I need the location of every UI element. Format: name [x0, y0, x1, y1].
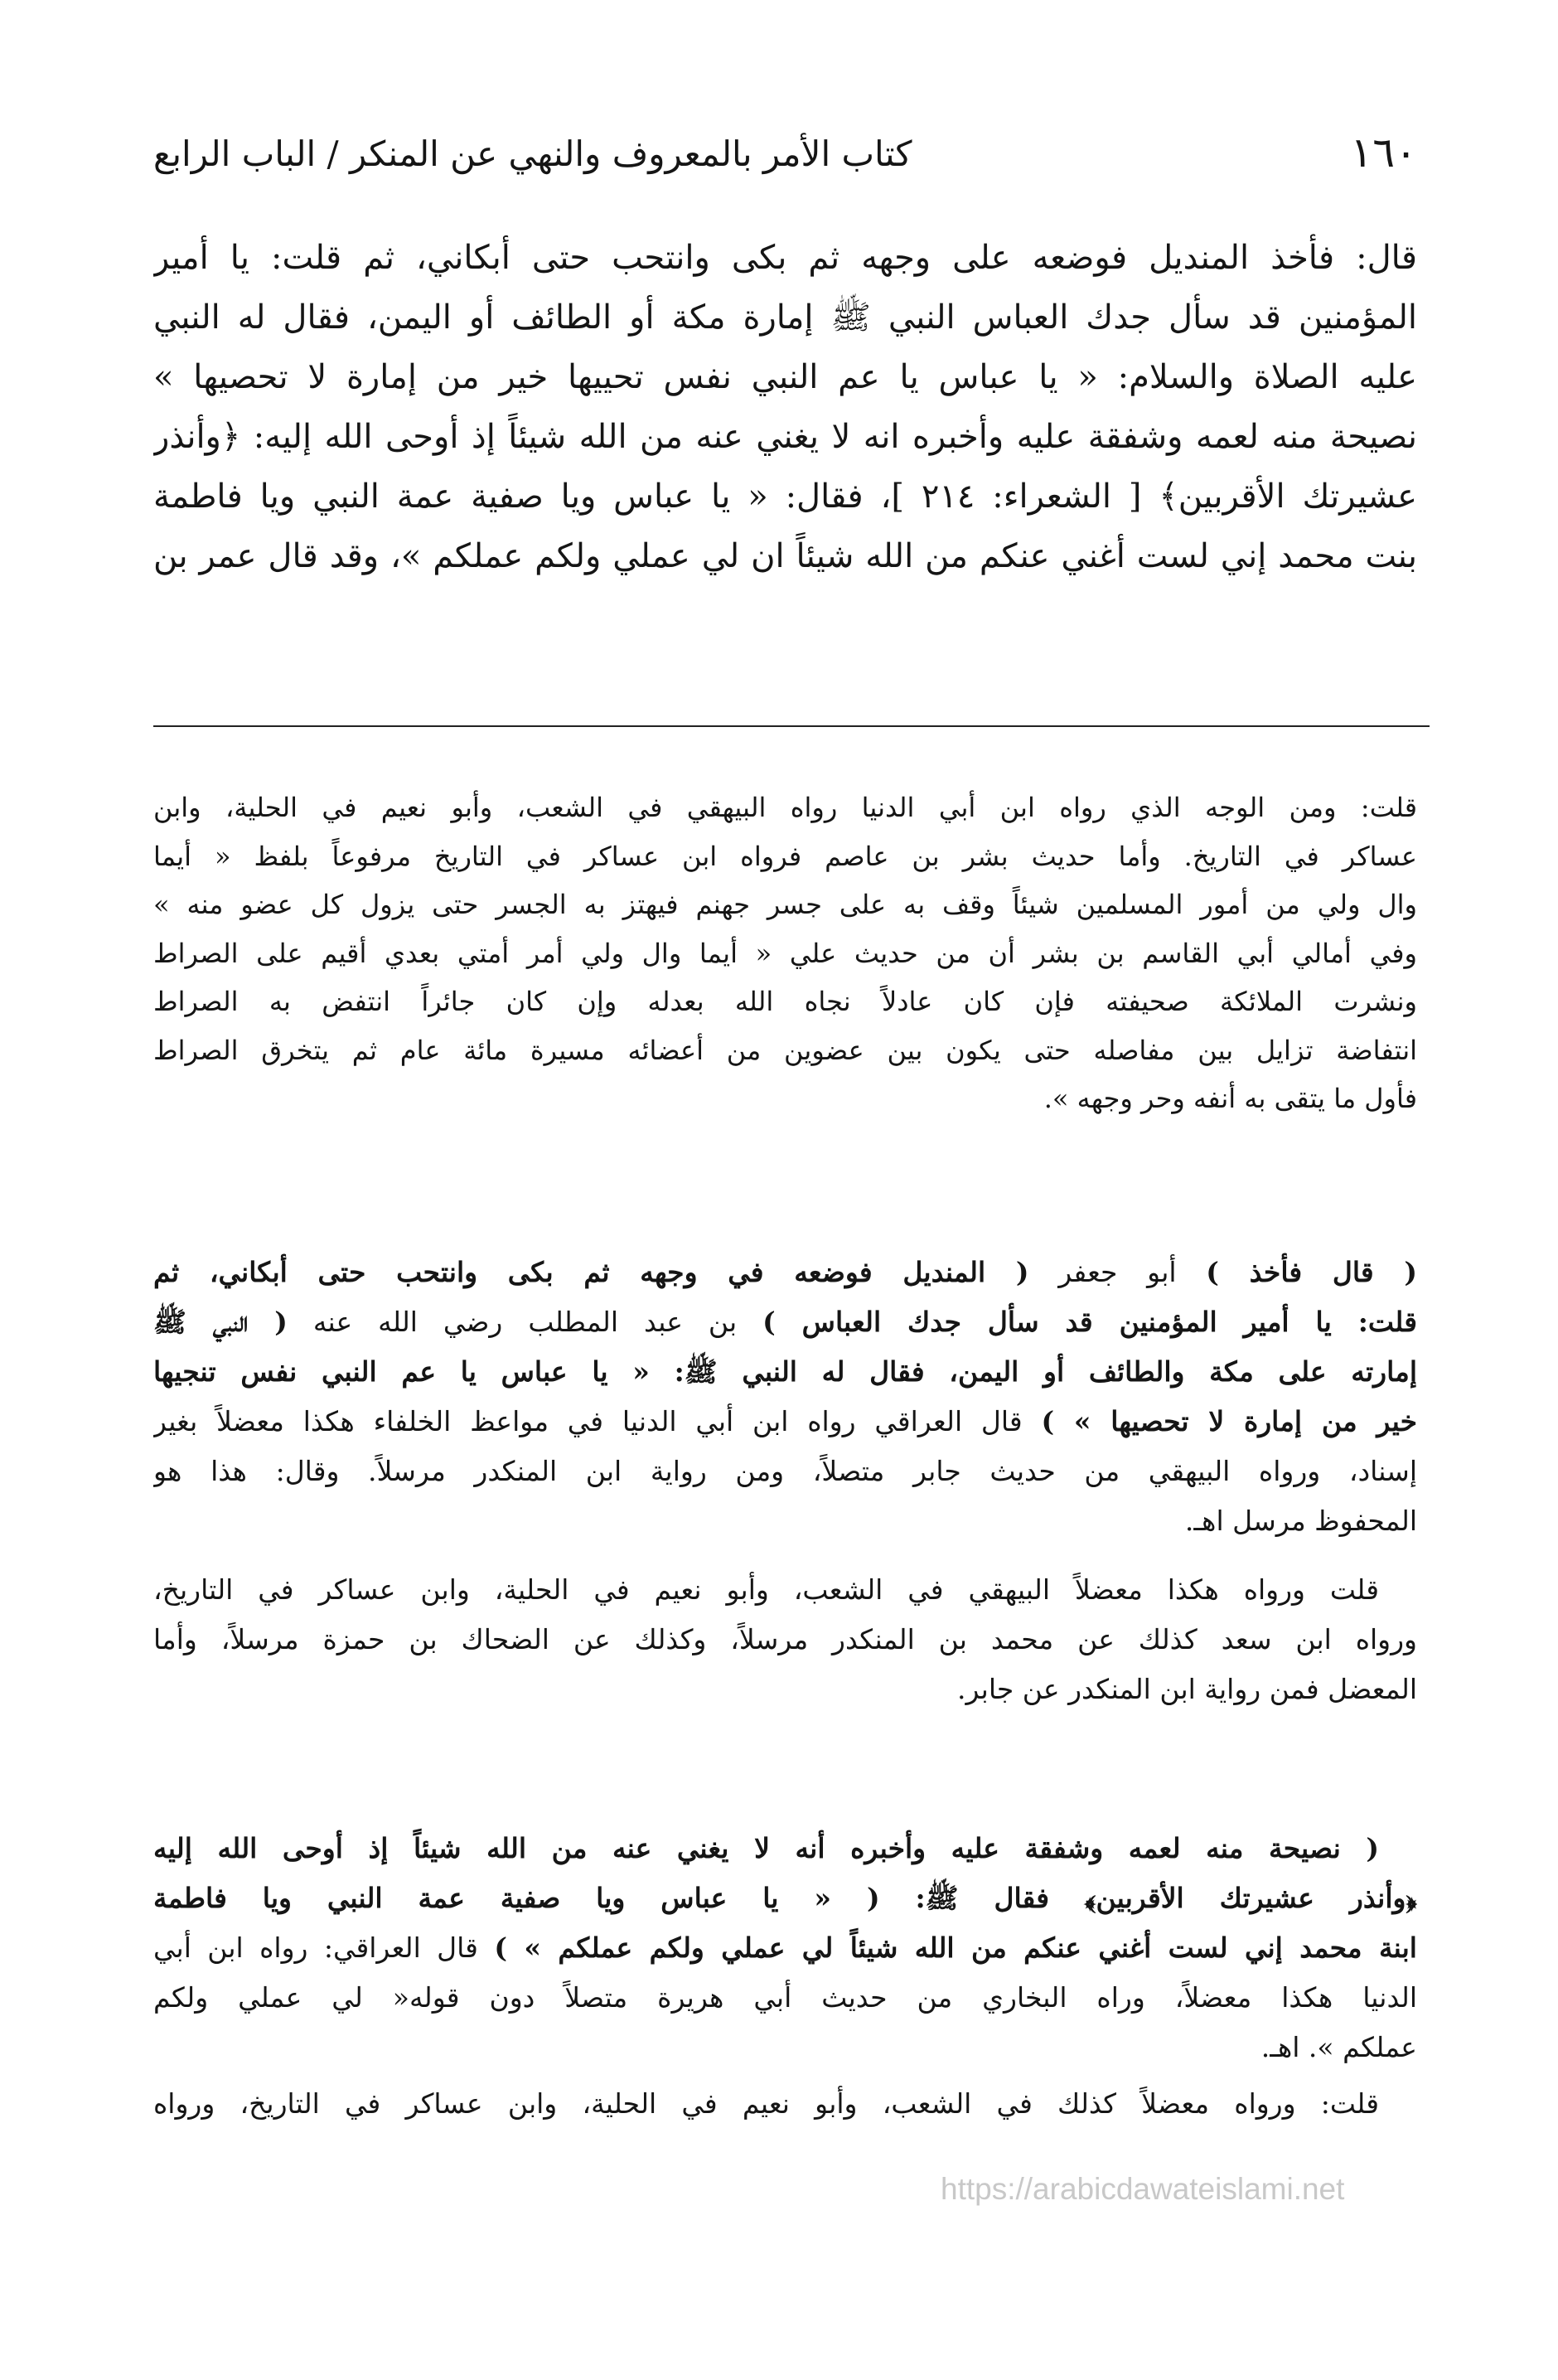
commentary-line: المحفوظ مرسل اهـ.	[1184, 1505, 1417, 1537]
footnote-line: ونشرت الملائكة صحيفته فإن كان عادلاً نجاه الله بعدله وإن كان جائراً انتفض به الصراط	[153, 986, 1417, 1017]
running-title: كتاب الأمر بالمعروف والنهي عن المنكر / الباب الرابع	[153, 133, 912, 174]
footnote-line: عساكر في التاريخ. وأما حديث بشر بن عاصم فرواه ابن عساكر في التاريخ مرفوعاً بلفظ « أيما	[153, 840, 1417, 872]
footnote-line: قلت: ومن الوجه الذي رواه ابن أبي الدنيا رواه البيهقي في الشعب، وأبو نعيم في الحلية، وابن	[153, 792, 1417, 823]
main-text	[153, 228, 1417, 586]
commentary-paragraph	[153, 1248, 1417, 1546]
page-header	[153, 128, 1417, 195]
commentary-line: إسناد، ورواه البيهقي من حديث جابر متصلاً، ومن رواية ابن المنكدر مرسلاً. وقال: هذا هو	[153, 1455, 1417, 1487]
commentary-line: ورواه ابن سعد كذلك عن محمد بن المنكدر مرسلاً، وكذلك عن الضحاك بن حمزة مرسلاً، وأما	[153, 1623, 1417, 1655]
commentary-line: ﴿وأنذر عشيرتك الأقربين﴾ فقال ﷺ: ( « يا عباس ويا صفية عمة النبي ويا فاطمة	[153, 1882, 1417, 1914]
footnote-separator	[153, 725, 1430, 727]
page-number: ١٦٠	[1350, 128, 1417, 177]
footnote-line: وال ولي من أمور المسلمين شيئاً وقف به على جسر جهنم فيهتز به الجسر حتى يزول كل عضو منه »	[153, 889, 1417, 920]
commentary-line: ابنة محمد إني لست أغني عنكم من الله شيئاً لي عملي ولكم عملكم » ) قال العراقي: رواه ابن أبي	[153, 1932, 1417, 1964]
footnote-line: فأول ما يتقى به أنفه وحر وجهه ».	[1043, 1083, 1417, 1114]
commentary-line: قلت: يا أمير المؤمنين قد سأل جدك العباس ) بن عبد المطلب رضي الله عنه ( النبي ﷺ	[153, 1306, 1417, 1338]
main-text-line: نصيحة منه لعمه وشفقة عليه وأخبره انه لا يغني عنه من الله شيئاً إذ أوحى الله إليه: ﴿وأنذر	[153, 418, 1417, 456]
commentary-line: إمارته على مكة والطائف أو اليمن، فقال له النبي ﷺ: « يا عباس يا عم النبي نفس تنجيها	[153, 1355, 1417, 1388]
commentary-line: عملكم ». اهـ.	[1260, 2031, 1417, 2063]
commentary-line: قلت: ورواه معضلاً كذلك في الشعب، وأبو نعيم في الحلية، وابن عساكر في التاريخ، ورواه	[153, 2087, 1379, 2120]
commentary-line: ( قال فأخذ ) أبو جعفر ( المنديل فوضعه في وجهه ثم بكى وانتحب حتى أبكاني، ثم	[153, 1256, 1417, 1288]
main-text-line: المؤمنين قد سأل جدك العباس النبي ﷺ إمارة مكة أو الطائف أو اليمن، فقال له النبي	[153, 298, 1417, 337]
commentary-paragraph	[153, 1565, 1417, 1714]
main-text-line: عليه الصلاة والسلام: « يا عباس يا عم النبي نفس تحييها خير من إمارة لا تحصيها »	[153, 358, 1417, 396]
main-text-line: قال: فأخذ المنديل فوضعه على وجهه ثم بكى وانتحب حتى أبكاني، ثم قلت: يا أمير	[153, 239, 1417, 277]
footnote-line: وفي أمالي أبي القاسم بن بشر أن من حديث علي « أيما وال ولي أمر أمتي بعدي أقيم على الصراط	[153, 937, 1417, 969]
footnote-line: انتفاضة تزايل بين مفاصله حتى يكون بين عضوين من أعضائه مسيرة مائة عام ثم يتخرق الصراط	[153, 1034, 1417, 1066]
footnote	[153, 783, 1417, 1123]
commentary-paragraph	[153, 1824, 1417, 2072]
commentary-line: الدنيا هكذا معضلاً، وراه البخاري من حديث أبي هريرة متصلاً دون قوله« لي عملي ولكم	[153, 1981, 1417, 2014]
commentary-line: قلت ورواه هكذا معضلاً البيهقي في الشعب، وأبو نعيم في الحلية، وابن عساكر في التاريخ،	[153, 1573, 1379, 1606]
commentary-paragraph	[153, 2079, 1417, 2129]
source-watermark: https://arabicdawateislami.net	[941, 2172, 1345, 2206]
main-text-line: بنت محمد إني لست أغني عنكم من الله شيئاً ان لي عملي ولكم عملكم »، وقد قال عمر بن	[153, 537, 1417, 575]
main-text-line: عشيرتك الأقربين﴾ [ الشعراء: ٢١٤ ]، فقال: « يا عباس ويا صفية عمة النبي ويا فاطمة	[153, 477, 1417, 516]
commentary-line: ( نصيحة منه لعمه وشفقة عليه وأخبره أنه لا يغني عنه من الله شيئاً إذ أوحى الله إليه	[153, 1832, 1379, 1864]
commentary-line: خير من إمارة لا تحصيها » ) قال العراقي رواه ابن أبي الدنيا في مواعظ الخلفاء هكذا معضلاً بغير	[153, 1405, 1417, 1437]
commentary-line: المعضل فمن رواية ابن المنكدر عن جابر.	[956, 1673, 1417, 1705]
